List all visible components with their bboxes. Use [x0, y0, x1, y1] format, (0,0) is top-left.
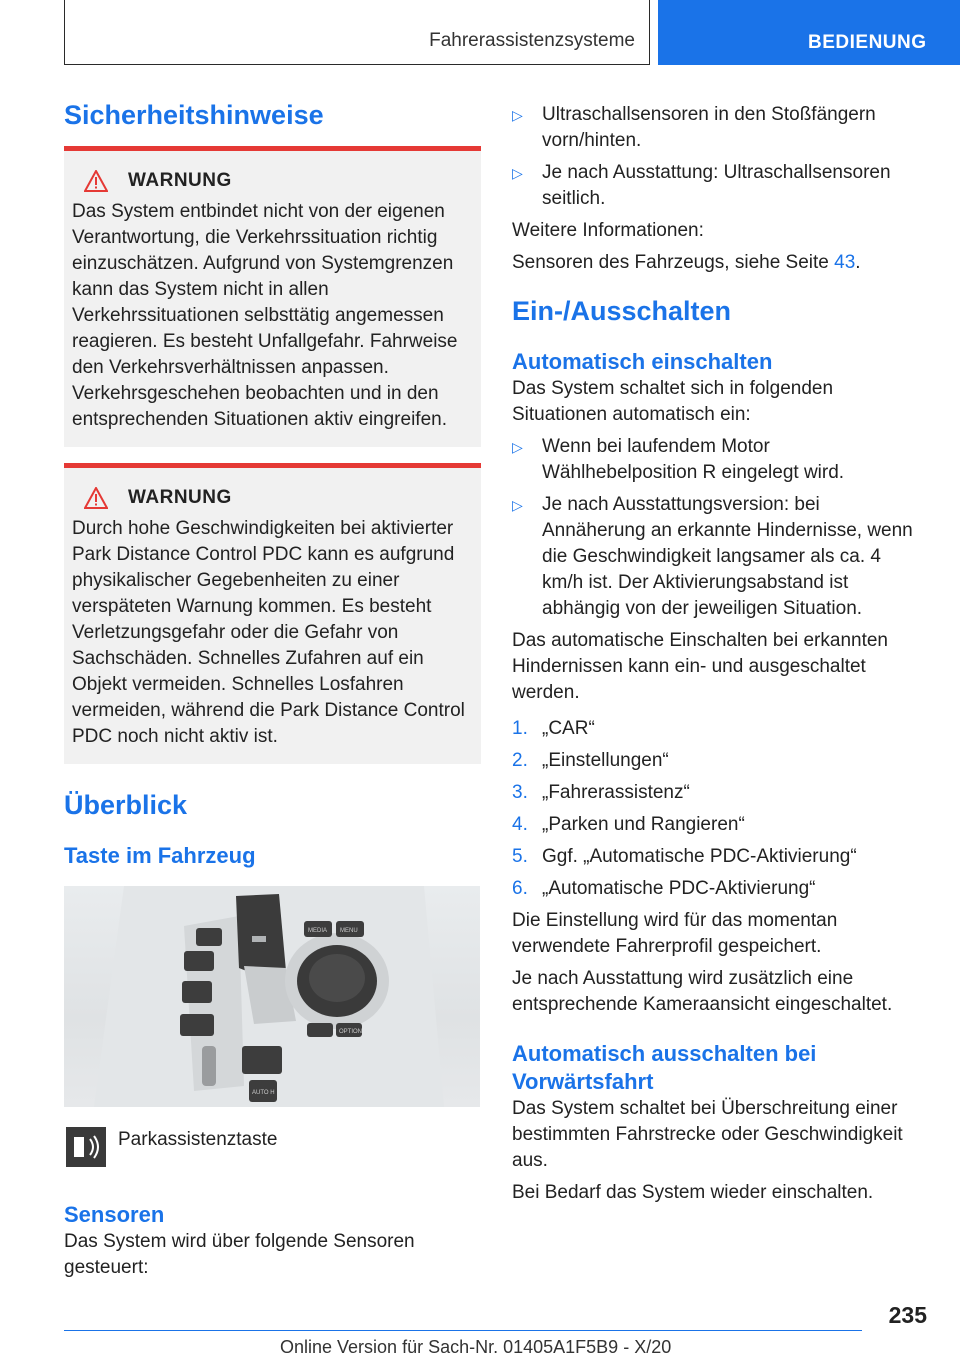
- page-link[interactable]: 43: [834, 252, 856, 273]
- warning-title: WARNUNG: [128, 170, 232, 191]
- media-button-label: MEDIA: [308, 928, 328, 934]
- warning-triangle-icon: [84, 170, 108, 192]
- step-number: 4.: [512, 814, 528, 835]
- see-page-reference: [512, 250, 926, 276]
- warning-text: Durch hohe Geschwindigkeiten bei aktivierter Park Distance Control PDC kann es aufgrund physikalischer Gegebenheiten zu einer verspäteten Warnung kommen. Es besteht Verletzungsgefahr oder die Gefahr von Sachschäden. Schnelles Zufahren auf ein Objekt vermeiden. Schnelles Losfahren vermeiden, während die Park Distance Control PDC noch nicht aktiv ist.: [72, 518, 465, 747]
- warning-text: Das System entbindet nicht von der eigenen Verantwortung, die Verkehrssituation richtig einzuschätzen. Aufgrund von Systemgrenzen kann das System nicht in allen Verkehrssituationen selbsttätig angemessen reagieren. Es besteht Unfallgefahr. Fahrweise den Verkehrsverhältnissen anpassen. Verkehrsgeschehen beobachten und in den entsprechenden Situationen aktiv eingreifen.: [72, 201, 458, 430]
- safety-heading: Sicherheitshinweise: [64, 100, 324, 130]
- step-item: [512, 748, 926, 774]
- step-item: [512, 844, 926, 870]
- header-section-title: Fahrerassistenzsysteme: [429, 30, 635, 51]
- step-item: [512, 812, 926, 838]
- center-console-illustration: [64, 886, 480, 1107]
- step-number: 1.: [512, 718, 528, 739]
- step-text: „Automatische PDC-Aktivierung“: [542, 878, 816, 899]
- auto-off-heading: Automatisch ausschalten bei Vorwärtsfahrt: [512, 1041, 817, 1094]
- warning-header: [84, 167, 473, 195]
- steps-note: Je nach Ausstattung wird zusätzlich eine entsprechende Kameraansicht eingeschaltet.: [512, 968, 893, 1015]
- steps-note: Die Einstellung wird für das momentan verwendete Fahrerprofil gespeichert.: [512, 910, 838, 957]
- header-chapter-label: BEDIENUNG: [808, 32, 927, 53]
- auto-hold-button-label: AUTO H: [252, 1090, 275, 1096]
- steps-list: [512, 716, 926, 902]
- step-text: „CAR“: [542, 718, 595, 739]
- step-item: [512, 876, 926, 902]
- auto-on-item: ▷ Wenn bei laufendem Motor Wählhebelposition R eingelegt wird.: [512, 434, 926, 486]
- park-assist-icon: [66, 1127, 106, 1167]
- step-number: 3.: [512, 782, 528, 803]
- menu-button-label: MENU: [340, 928, 358, 934]
- left-column: [64, 98, 481, 1281]
- button-subheading: Taste im Fahrzeug: [64, 843, 256, 868]
- see-page-suffix: .: [855, 252, 861, 273]
- park-assist-caption: Parkassistenztaste: [118, 1129, 278, 1150]
- auto-on-text: Das System schaltet sich in folgenden Situationen automatisch ein:: [512, 378, 834, 425]
- auto-on-note: Das automatische Einschalten bei erkannten Hindernissen kann ein- und ausgeschaltet werden.: [512, 630, 889, 703]
- auto-on-item: ▷ Je nach Ausstattungsversion: bei Annäherung an erkannte Hindernisse, wenn die Geschwindigkeit langsamer als ca. 4 km/h ist. Der Aktivierungsabstand ist abhängig von der jeweiligen Situation.: [512, 492, 926, 622]
- auto-off-text-2: Bei Bedarf das System wieder einschalten.: [512, 1182, 874, 1203]
- warning-header: [84, 484, 473, 512]
- step-item: [512, 716, 926, 742]
- sensor-item: ▷ Je nach Ausstattung: Ultraschallsensoren seitlich.: [512, 160, 926, 212]
- step-number: 6.: [512, 878, 528, 899]
- see-page-text: Sensoren des Fahrzeugs, siehe Seite: [512, 252, 835, 273]
- step-number: 5.: [512, 846, 528, 867]
- auto-on-heading: Automatisch einschalten: [512, 349, 773, 374]
- step-item: [512, 780, 926, 806]
- warning-title: WARNUNG: [128, 487, 232, 508]
- auto-off-text: Das System schaltet bei Überschreitung einer bestimmten Fahrstrecke oder Geschwindigkeit aus.: [512, 1098, 903, 1171]
- more-info-label: Weitere Informationen:: [512, 220, 704, 241]
- sensors-text: Das System wird über folgende Sensoren gesteuert:: [64, 1231, 415, 1278]
- footer-rule: [64, 1330, 862, 1331]
- sensor-item: ▷ Ultraschallsensoren in den Stoßfängern vorn/hinten.: [512, 102, 926, 154]
- step-text: „Fahrerassistenz“: [542, 782, 690, 803]
- header-section-box: [64, 0, 650, 65]
- right-column: [512, 102, 926, 1206]
- online-version-text: Online Version für Sach-Nr. 01405A1F5B9 - X/20: [280, 1337, 672, 1357]
- step-text: „Parken und Rangieren“: [542, 814, 745, 835]
- warning-box-2: [64, 463, 481, 764]
- button-symbol-row: [64, 1127, 481, 1167]
- option-button-label: OPTION: [339, 1029, 363, 1035]
- step-number: 2.: [512, 750, 528, 771]
- header-chapter-tab: [658, 0, 960, 65]
- warning-box-1: [64, 146, 481, 447]
- onoff-heading: Ein-/Ausschalten: [512, 296, 732, 326]
- warning-triangle-icon: [84, 487, 108, 509]
- sensors-heading: Sensoren: [64, 1202, 165, 1227]
- step-text: Ggf. „Automatische PDC-Aktivierung“: [542, 846, 857, 867]
- step-text: „Einstellungen“: [542, 750, 669, 771]
- center-console-photo: [64, 886, 480, 1107]
- page-number: 235: [888, 1302, 927, 1328]
- overview-heading: Überblick: [64, 790, 188, 820]
